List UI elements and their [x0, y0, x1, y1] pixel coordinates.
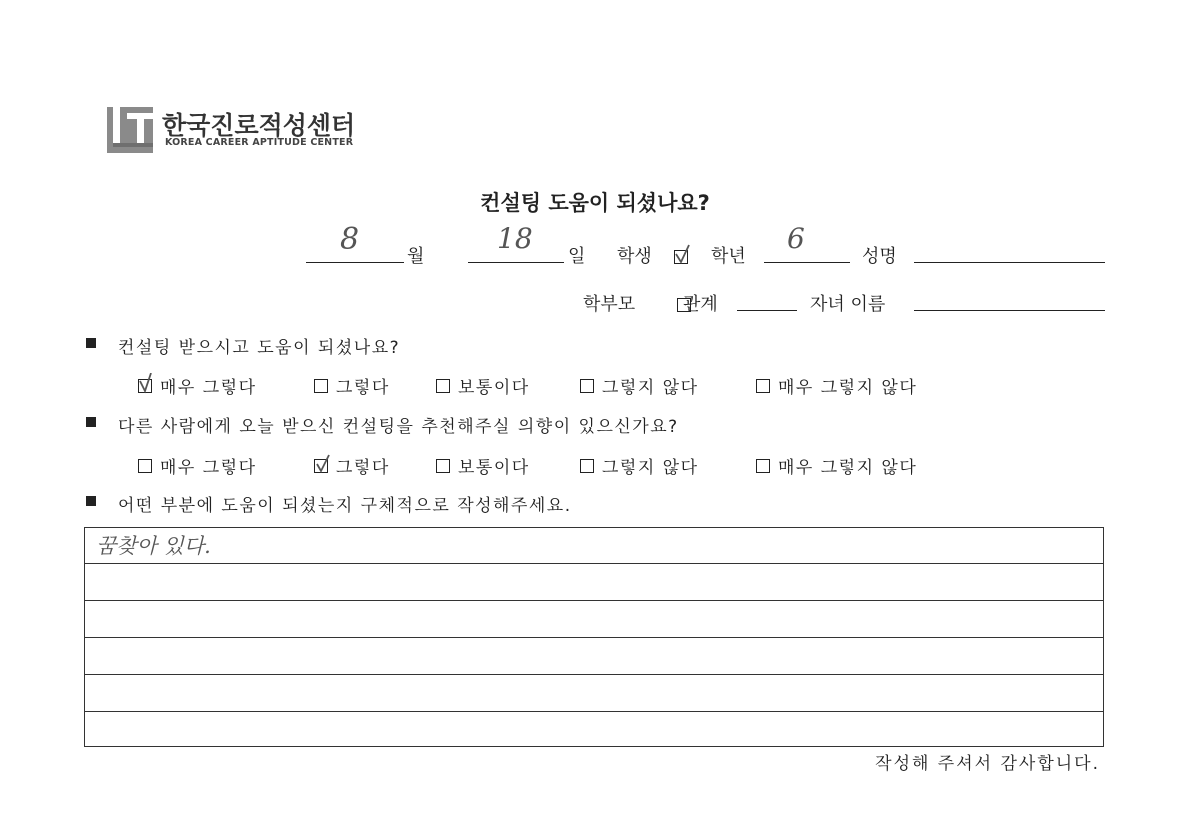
bullet-icon — [86, 496, 96, 506]
q1-option-2-label: 그렇다 — [336, 378, 390, 398]
question-1-text: 컨설팅 받으시고 도움이 되셨나요? — [118, 338, 401, 358]
month-value: 8 — [340, 222, 360, 257]
center-logo-icon — [107, 107, 153, 153]
q1-option-5-checkbox[interactable] — [756, 379, 770, 393]
day-field-line[interactable] — [468, 262, 564, 263]
q2-option-1[interactable] — [138, 453, 257, 478]
answer-rule-line — [84, 600, 1104, 601]
q1-option-4[interactable] — [580, 373, 699, 398]
bullet-icon — [86, 417, 96, 427]
relation-field-line[interactable] — [737, 310, 797, 311]
month-label: 월 — [407, 246, 425, 267]
answer-rule-line — [84, 674, 1104, 675]
q2-option-3-checkbox[interactable] — [436, 459, 450, 473]
q1-option-1-label: 매우 그렇다 — [160, 378, 257, 398]
q2-option-1-checkbox[interactable] — [138, 459, 152, 473]
q1-option-5-label: 매우 그렇지 않다 — [778, 378, 918, 398]
answer-text: 꿈찾아 있다. — [96, 534, 211, 558]
q2-option-5-checkbox[interactable] — [756, 459, 770, 473]
bullet-icon — [86, 338, 96, 348]
answer-rule-line — [84, 563, 1104, 564]
check-mark-icon — [314, 453, 332, 475]
grade-field-line[interactable] — [764, 262, 850, 263]
day-value: 18 — [497, 222, 533, 255]
q1-option-3-checkbox[interactable] — [436, 379, 450, 393]
q1-option-2-checkbox[interactable] — [314, 379, 328, 393]
q2-option-2-label: 그렇다 — [336, 458, 390, 478]
answer-rule-line — [84, 637, 1104, 638]
student-label: 학생 — [617, 246, 652, 267]
q1-option-1-checkbox[interactable] — [138, 379, 152, 393]
q1-option-3-label: 보통이다 — [458, 378, 530, 398]
relation-label: 관계 — [683, 294, 718, 315]
q1-option-2[interactable] — [314, 373, 390, 398]
q1-option-3[interactable] — [436, 373, 530, 398]
student-checkbox[interactable] — [674, 250, 688, 264]
logo-title: 한국진로적성센터 — [162, 111, 356, 140]
q2-option-2[interactable] — [314, 453, 390, 478]
logo-subtitle: KOREA CAREER APTITUDE CENTER — [165, 137, 354, 148]
month-field-line[interactable] — [306, 262, 404, 263]
q2-option-1-label: 매우 그렇다 — [160, 458, 257, 478]
q2-option-5-label: 매우 그렇지 않다 — [778, 458, 918, 478]
q2-option-4-checkbox[interactable] — [580, 459, 594, 473]
q2-option-3-label: 보통이다 — [458, 458, 530, 478]
q2-option-4[interactable] — [580, 453, 699, 478]
parent-label: 학부모 — [583, 294, 636, 315]
q2-option-4-label: 그렇지 않다 — [602, 458, 699, 478]
form-title: 컨설팅 도움이 되셨나요? — [480, 191, 710, 215]
check-mark-icon — [674, 244, 692, 266]
q1-option-1[interactable] — [138, 373, 257, 398]
child-name-field-line[interactable] — [914, 310, 1105, 311]
question-2-text: 다른 사람에게 오늘 받으신 컨설팅을 추천해주실 의향이 있으신가요? — [118, 417, 679, 437]
name-field-line[interactable] — [914, 262, 1105, 263]
name-label: 성명 — [862, 246, 897, 267]
child-name-label: 자녀 이름 — [810, 294, 886, 315]
grade-value: 6 — [787, 222, 805, 255]
grade-label: 학년 — [711, 246, 746, 267]
q1-option-4-label: 그렇지 않다 — [602, 378, 699, 398]
thanks-text: 작성해 주셔서 감사합니다. — [875, 754, 1100, 774]
q2-option-5[interactable] — [756, 453, 917, 478]
q1-option-5[interactable] — [756, 373, 917, 398]
q2-option-2-checkbox[interactable] — [314, 459, 328, 473]
check-mark-icon — [138, 373, 156, 395]
answer-rule-line — [84, 711, 1104, 712]
day-label: 일 — [568, 246, 586, 267]
question-3-text: 어떤 부분에 도움이 되셨는지 구체적으로 작성해주세요. — [118, 496, 572, 516]
q2-option-3[interactable] — [436, 453, 530, 478]
q1-option-4-checkbox[interactable] — [580, 379, 594, 393]
